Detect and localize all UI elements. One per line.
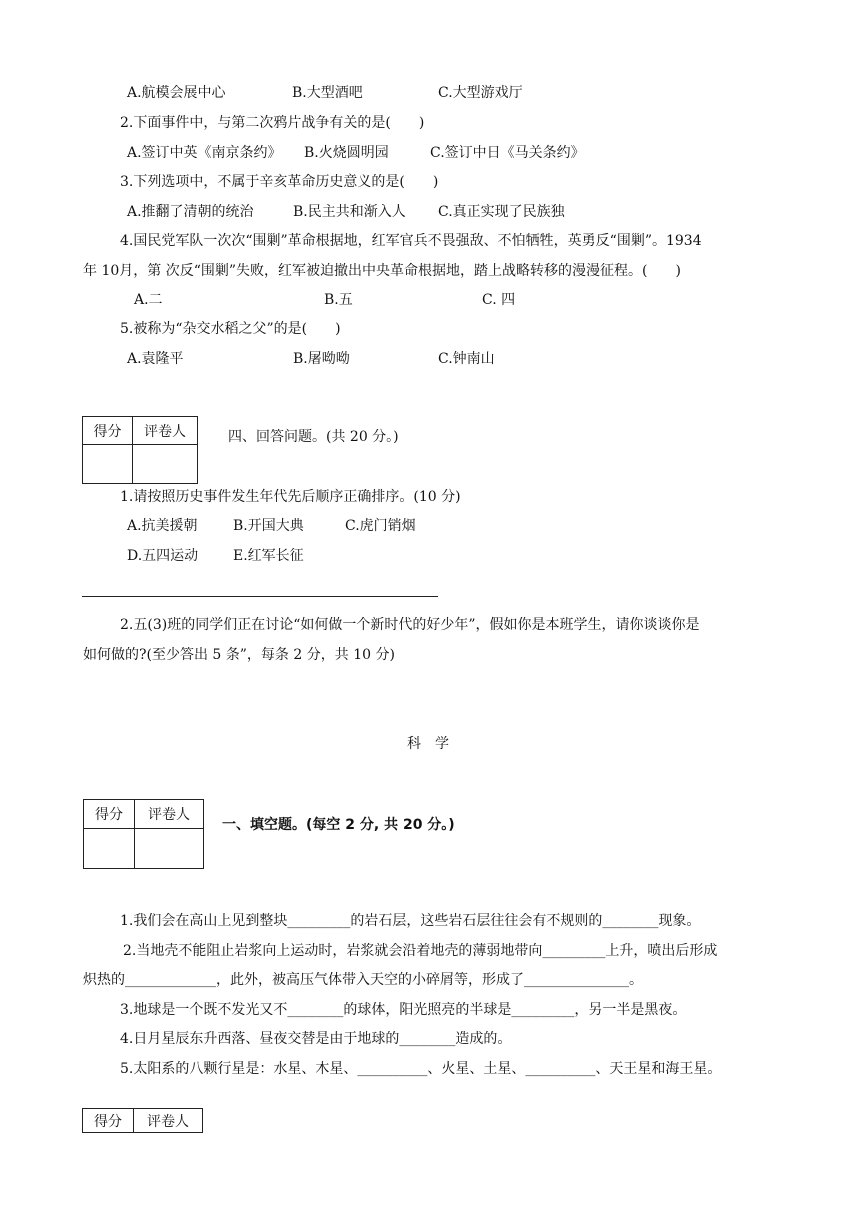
section4-q1-options-row2 <box>127 546 304 566</box>
q4-line1: 4.国民党军队一次次“围剿”革命根据地，红军官兵不畏强敌、不怕牺牲，英勇反“围剿”。1934 <box>120 233 702 249</box>
q2-stem: 2.下面事件中，与第二次鸦片战争有关的是( ) <box>120 115 425 131</box>
bottom-grader-label: 评卷人 <box>134 1109 203 1133</box>
q4-options <box>134 290 515 310</box>
q1-option-c: C.大型游戏厅 <box>438 85 523 101</box>
q4-line2: 年 10月，第 次反“围剿”失败，红军被迫撤出中央革命根据地，踏上战略转移的漫漫征程。( ) <box>83 263 681 279</box>
section4-option-e: E.红军长征 <box>233 548 304 564</box>
section4-option-d: D.五四运动 <box>127 548 199 564</box>
grader-cell[interactable] <box>133 445 198 484</box>
science-grader-label: 评卷人 <box>135 800 204 829</box>
science-grader-cell[interactable] <box>135 829 204 869</box>
q2-option-c: C.签订中日《马关条约》 <box>430 145 585 161</box>
q4-option-a: A.二 <box>134 292 163 308</box>
science-item-5: 5.太阳系的八颗行星是：水星、木星、__________、火星、土星、__________、天王星和海王星。 <box>120 1061 722 1077</box>
section4-q1: 1.请按照历史事件发生年代先后顺序正确排序。(10 分) <box>120 489 461 505</box>
science-item-2-cont: 炽热的_____________，此外，被高压气体带入天空的小碎屑等，形成了_______________。 <box>83 972 643 988</box>
grader-label: 评卷人 <box>133 417 198 445</box>
score-box <box>82 416 198 484</box>
q3-option-a: A.推翻了清朝的统治 <box>127 204 254 220</box>
science-section1-heading: 一、填空题。(每空 2 分, 共 20 分。) <box>222 817 455 833</box>
q1-option-b: B.大型酒吧 <box>292 85 363 101</box>
science-title: 科 学 <box>407 736 449 752</box>
q5-option-b: B.屠呦呦 <box>293 351 350 367</box>
science-score-box <box>83 799 204 869</box>
section4-option-a: A.抗美援朝 <box>127 518 198 534</box>
section4-q2-line2: 如何做的?(至少答出 5 条”，每条 2 分，共 10 分) <box>83 647 395 663</box>
q3-stem: 3.下列选项中，不属于辛亥革命历史意义的是( ) <box>120 174 439 190</box>
q5-stem: 5.被称为“杂交水稻之父”的是( ) <box>120 321 341 337</box>
section4-q2-line1: 2.五(3)班的同学们正在讨论“如何做一个新时代的好少年”，假如你是本班学生，请你谈谈你是 <box>120 617 700 633</box>
bottom-score-label: 得分 <box>83 1109 134 1133</box>
section4-option-c: C.虎门销烟 <box>345 518 416 534</box>
score-label: 得分 <box>83 417 133 445</box>
q4-option-c: C. 四 <box>482 292 516 308</box>
science-item-3: 3.地球是一个既不发光又不________的球体，阳光照亮的半球是_________，另一半是黑夜。 <box>120 1002 687 1018</box>
q3-option-b: B.民主共和渐入人 <box>293 204 406 220</box>
q1-options <box>127 83 523 103</box>
science-item-2: 2.当地壳不能阻止岩浆向上运动时，岩浆就会沿着地壳的薄弱地带向_________上升，喷出后形成 <box>123 943 718 959</box>
q5-option-a: A.袁隆平 <box>127 351 184 367</box>
q5-options <box>127 349 495 369</box>
science-item-4: 4.日月星辰东升西落、昼夜交替是由于地球的________造成的。 <box>120 1031 512 1047</box>
q4-option-b: B.五 <box>324 292 353 308</box>
science-score-cell[interactable] <box>84 829 135 869</box>
q3-option-c: C.真正实现了民族独 <box>438 204 565 220</box>
section4-heading: 四、回答问题。(共 20 分。) <box>228 429 399 445</box>
science-score-label: 得分 <box>84 800 135 829</box>
answer-line[interactable] <box>82 596 438 597</box>
bottom-score-box <box>82 1108 203 1133</box>
q2-option-a: A.签订中英《南京条约》 <box>127 145 282 161</box>
q5-option-c: C.钟南山 <box>438 351 495 367</box>
science-item-1: 1.我们会在高山上见到整块_________的岩石层，这些岩石层往往会有不规则的________现象。 <box>120 913 701 929</box>
score-cell[interactable] <box>83 445 133 484</box>
q3-options <box>127 202 565 222</box>
section4-option-b: B.开国大典 <box>233 518 304 534</box>
q2-option-b: B.火烧圆明园 <box>304 145 389 161</box>
section4-q1-options-row1 <box>127 516 416 536</box>
q1-option-a: A.航模会展中心 <box>127 85 226 101</box>
q2-options <box>127 143 585 163</box>
